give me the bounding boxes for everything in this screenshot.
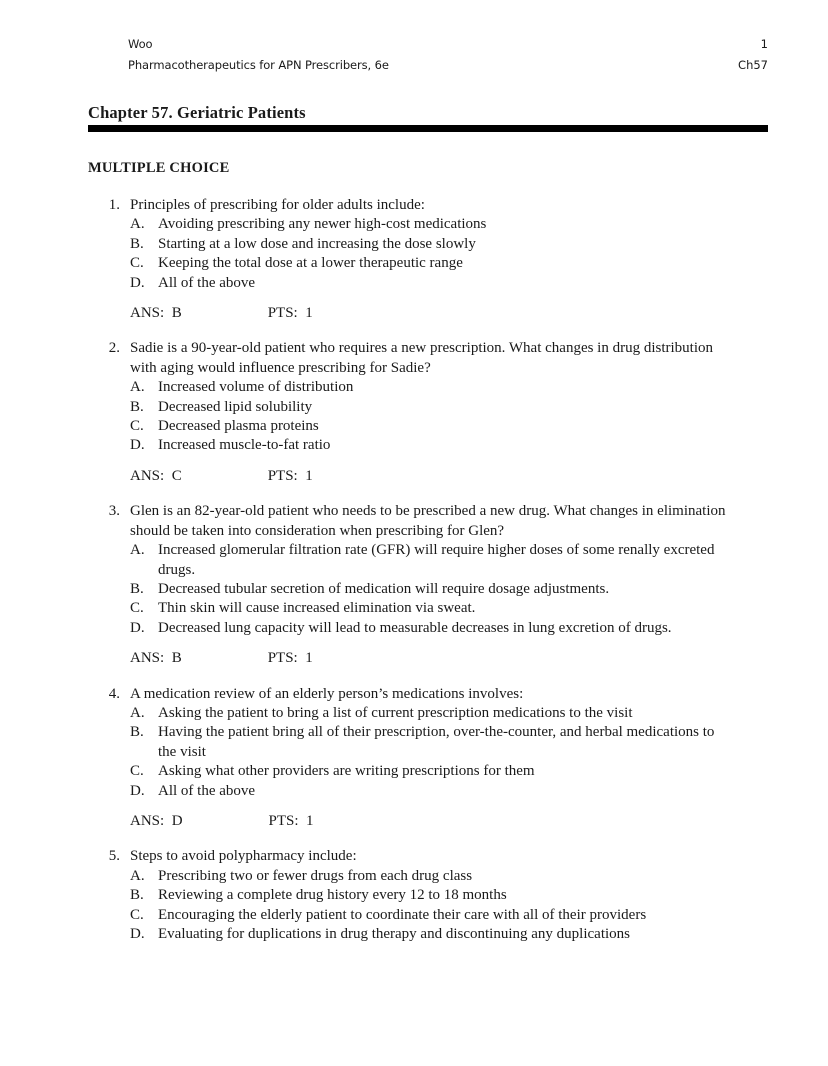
answer-option-text: Prescribing two or fewer drugs from each drug class [158,867,473,884]
answer-option[interactable] [0,274,828,293]
answer-option-text: Increased volume of distribution [158,379,354,396]
answer-option[interactable] [0,782,828,801]
answer-option-letter: B. [130,887,144,904]
question-stem-text: Sadie is a 90-year-old patient who requires a new prescription. What changes in drug distribution with aging would influence prescribing for Sadie? [130,340,714,376]
answer-option[interactable] [0,417,828,436]
answer-option-list [0,378,828,456]
question-number: 3. [108,503,120,520]
points-value: 1 [305,467,313,484]
answer-option[interactable] [0,762,828,781]
answer-label: ANS: [130,305,165,322]
points-label: PTS: [267,305,298,322]
answer-option-list [0,867,828,945]
question-stem-text: Glen is an 82-year-old patient who needs to be prescribed a new drug. What changes in elimination should be taken into consideration when prescribing for Glen? [130,503,726,539]
answer-option-text: Decreased lipid solubility [158,398,313,415]
answer-label: ANS: [130,812,165,829]
question-stem-text: Steps to avoid polypharmacy include: [130,848,357,865]
answer-key-line [0,304,828,323]
question-number: 2. [108,340,120,357]
question-stem [0,196,828,215]
answer-value: C [171,467,182,484]
question-block [0,847,828,944]
title-divider-rule [88,125,768,132]
points-value: 1 [305,305,313,322]
answer-option-text: Asking what other providers are writing prescriptions for them [158,763,535,780]
answer-option-text: Avoiding prescribing any newer high-cost medications [158,216,487,233]
answer-option-letter: D. [130,782,145,799]
question-block [0,339,828,486]
answer-option-letter: D. [130,437,145,454]
running-header [128,34,768,76]
answer-option[interactable] [0,619,828,638]
question-block [0,502,828,668]
header-row-author [128,34,768,55]
answer-option-letter: C. [130,763,144,780]
answer-option-text: Reviewing a complete drug history every 12 to 18 months [158,887,507,904]
question-stem [0,847,828,866]
answer-value: D [171,812,183,829]
answer-option-letter: A. [130,542,145,559]
answer-option-text: Decreased plasma proteins [158,418,319,435]
answer-option-letter: B. [130,398,144,415]
answer-option[interactable] [0,254,828,273]
question-stem [0,685,828,704]
answer-option-text: All of the above [158,782,256,799]
answer-option-text: Increased muscle-to-fat ratio [158,437,331,454]
chapter-title: Chapter 57. Geriatric Patients [88,103,306,122]
answer-option-letter: D. [130,926,145,942]
points-value: 1 [305,650,313,667]
answer-option[interactable] [0,215,828,234]
answer-option-text: Increased glomerular filtration rate (GFR) will require higher doses of some renally excreted drugs. [158,542,715,578]
question-stem [0,339,828,378]
answer-option-list [0,704,828,801]
answer-option-letter: B. [130,580,144,597]
answer-option[interactable] [0,704,828,723]
question-stem-text: Principles of prescribing for older adults include: [130,197,425,213]
answer-option-letter: D. [130,619,145,636]
answer-option-letter: C. [130,255,144,272]
answer-option-list [0,215,828,293]
question-block [0,685,828,832]
answer-key-line [0,649,828,668]
answer-key-line [0,467,828,486]
answer-option-letter: C. [130,418,144,435]
answer-option[interactable] [0,599,828,618]
answer-option[interactable] [0,906,828,925]
answer-option-letter: A. [130,704,145,721]
header-chapter-code: Ch57 [738,58,768,72]
answer-option-text: Starting at a low dose and increasing the dose slowly [158,235,476,252]
answer-option[interactable] [0,436,828,455]
answer-option-letter: D. [130,274,145,291]
answer-option[interactable] [0,398,828,417]
header-author: Woo [128,37,153,51]
answer-option-text: All of the above [158,274,256,291]
points-value: 1 [306,812,314,829]
answer-value: B [171,305,182,322]
points-label: PTS: [267,467,298,484]
answer-option[interactable] [0,378,828,397]
answer-option[interactable] [0,886,828,905]
answer-option-text: Decreased lung capacity will lead to measurable decreases in lung excretion of drugs. [158,619,672,636]
answer-option-text: Keeping the total dose at a lower therapeutic range [158,255,463,272]
question-stem-text: A medication review of an elderly person’s medications involves: [130,685,524,702]
question-list [0,196,828,960]
answer-option[interactable] [0,867,828,886]
answer-option[interactable] [0,723,828,762]
answer-option-text: Thin skin will cause increased elimination via sweat. [158,600,476,617]
answer-option-letter: B. [130,724,144,741]
answer-label: ANS: [130,467,165,484]
answer-option-text: Asking the patient to bring a list of current prescription medications to the visit [158,704,633,721]
header-book-title: Pharmacotherapeutics for APN Prescribers, 6e [128,58,389,72]
answer-option[interactable] [0,925,828,944]
answer-option-letter: A. [130,379,145,396]
answer-option[interactable] [0,580,828,599]
answer-option-letter: C. [130,600,144,617]
answer-option-list [0,541,828,638]
answer-key-line [0,812,828,831]
answer-option[interactable] [0,541,828,580]
section-heading-multiple-choice: MULTIPLE CHOICE [88,160,230,176]
answer-option-letter: C. [130,906,144,923]
answer-option-text: Evaluating for duplications in drug therapy and discontinuing any duplications [158,926,630,942]
answer-option-text: Having the patient bring all of their prescription, over-the-counter, and herbal medications to the visit [158,724,715,760]
answer-option[interactable] [0,235,828,254]
header-row-book [128,55,768,76]
question-block [0,196,828,323]
answer-label: ANS: [130,650,165,667]
question-number: 5. [108,848,120,865]
answer-option-letter: B. [130,235,144,252]
answer-value: B [171,650,182,667]
points-label: PTS: [267,650,298,667]
answer-option-text: Encouraging the elderly patient to coordinate their care with all of their providers [158,906,647,923]
points-label: PTS: [268,812,299,829]
answer-option-letter: A. [130,867,145,884]
answer-option-text: Decreased tubular secretion of medication will require dosage adjustments. [158,580,610,597]
header-page-number: 1 [760,37,768,51]
question-stem [0,502,828,541]
question-number: 4. [108,685,120,702]
answer-option-letter: A. [130,216,145,233]
question-number: 1. [108,197,120,213]
